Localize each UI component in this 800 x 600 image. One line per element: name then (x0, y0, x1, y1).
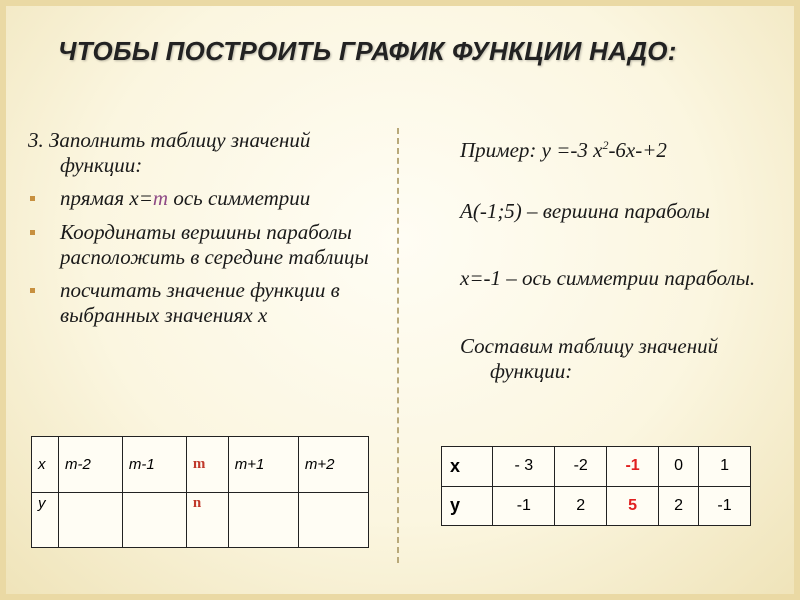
table-cell (228, 492, 298, 548)
bullet-vertex-coords (28, 220, 378, 270)
table-cell: m-2 (59, 437, 123, 493)
bullet-square-icon (30, 288, 35, 293)
table-cell-n: n (186, 492, 228, 548)
bullet-symmetry-axis (28, 186, 378, 211)
table-cell-vertex-x: -1 (607, 447, 659, 487)
table-cell-y-label: у (32, 492, 59, 548)
table-cell-vertex-y: 5 (607, 486, 659, 526)
bullet-text: прямая х= (60, 186, 153, 211)
slide-title: ЧТОБЫ ПОСТРОИТЬ ГРАФИК ФУНКЦИИ НАДО: (58, 36, 677, 66)
table-cell-x-label: х (442, 447, 493, 487)
step-intro: 3. Заполнить таблицу значений функции: (28, 128, 311, 178)
axis-statement: х=-1 – ось симметрии параболы. (460, 266, 756, 291)
table-row-y (442, 486, 751, 526)
bullet-m-symbol: m (152, 186, 169, 211)
left-column (28, 128, 378, 328)
bullet-square-icon (30, 230, 35, 235)
table-cell: 2 (659, 486, 699, 526)
table-row-y (32, 492, 369, 548)
bullet-text: ось симметрии (168, 186, 311, 211)
table-cell: 2 (555, 486, 607, 526)
bullet-compute-values (28, 278, 378, 328)
table-cell-y-label: у (442, 486, 493, 526)
right-column (460, 138, 790, 384)
table-cell-m: m (186, 437, 228, 493)
table-row-x (32, 437, 369, 493)
example-text: -6х-+2 (608, 138, 667, 162)
example-value-table (441, 446, 751, 526)
example-text: Пример: у =-3 х (460, 138, 603, 162)
table-cell: m+1 (228, 437, 298, 493)
column-divider (397, 128, 399, 563)
table-cell: -2 (555, 447, 607, 487)
table-row-x (442, 447, 751, 487)
table-cell (122, 492, 186, 548)
bullet-text: посчитать значение функции в выбранных значениях х (60, 277, 340, 328)
bullet-text: Координаты вершины параболы расположить в середине таблицы (60, 219, 369, 269)
table-cell: 0 (659, 447, 699, 487)
table-cell: 1 (699, 447, 751, 487)
table-cell: -1 (699, 486, 751, 526)
table-cell-x-label: х (32, 437, 59, 493)
table-cell: -1 (493, 486, 555, 526)
vertex-statement: А(-1;5) – вершина параболы (460, 199, 710, 224)
table-cell (59, 492, 123, 548)
example-exponent: 2 (602, 138, 609, 152)
table-cell: - 3 (493, 447, 555, 487)
template-value-table (31, 436, 369, 548)
table-cell (298, 492, 368, 548)
compose-statement: Составим таблицу значений функции: (460, 333, 719, 383)
bullet-square-icon (30, 196, 35, 201)
table-cell: m+2 (298, 437, 368, 493)
table-cell: m-1 (122, 437, 186, 493)
example-equation (460, 138, 790, 163)
